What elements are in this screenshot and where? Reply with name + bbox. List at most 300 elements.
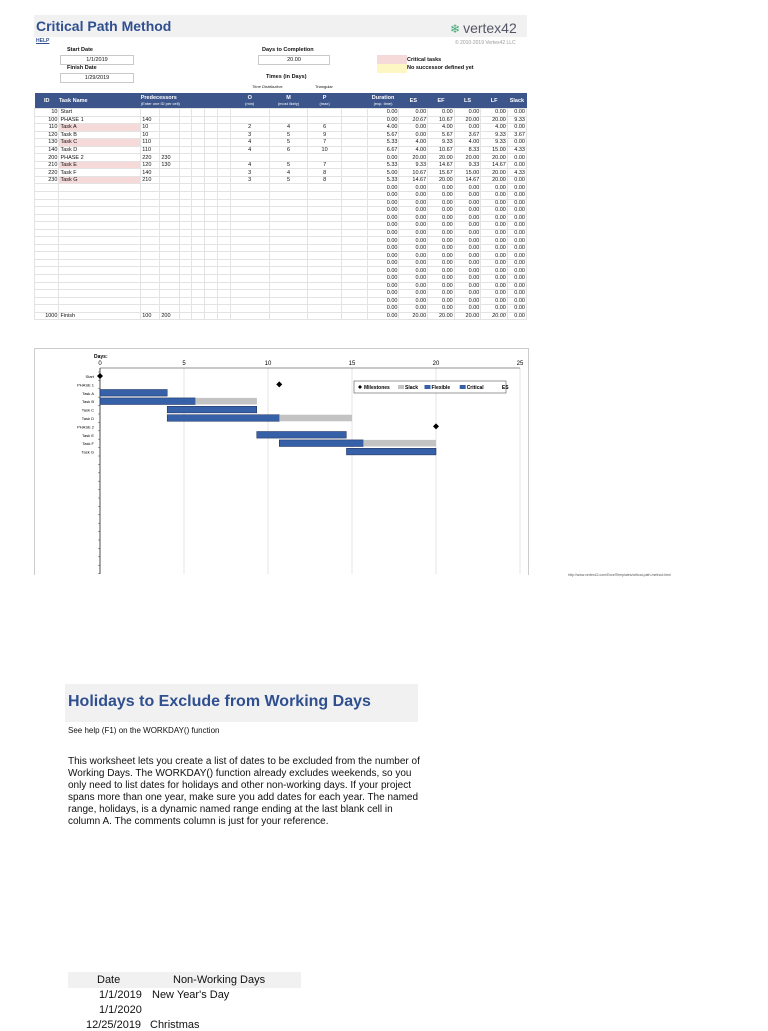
cell-name[interactable] [59, 192, 141, 200]
cell-p[interactable] [308, 229, 342, 237]
cell-x2[interactable] [192, 192, 205, 200]
cell-x4[interactable] [217, 109, 230, 117]
cell-id[interactable]: 100 [35, 116, 59, 124]
cell-x2[interactable] [192, 222, 205, 230]
cell-p[interactable] [308, 192, 342, 200]
cell-x4[interactable] [217, 275, 230, 283]
cell-m[interactable] [269, 267, 307, 275]
cell-o[interactable] [230, 192, 269, 200]
cell-p[interactable]: 8 [308, 169, 342, 177]
cell-x1[interactable] [179, 207, 192, 215]
cell-x2[interactable] [192, 124, 205, 132]
cell-p[interactable]: 9 [308, 131, 342, 139]
cell-p2[interactable] [160, 124, 179, 132]
cell-name[interactable] [59, 244, 141, 252]
cell-p[interactable] [308, 297, 342, 305]
cell-id[interactable]: 200 [35, 154, 59, 162]
cell-x1[interactable] [179, 192, 192, 200]
cell-p1[interactable] [141, 259, 160, 267]
cell-x1[interactable] [179, 244, 192, 252]
cell-id[interactable] [35, 214, 59, 222]
cell-x1[interactable] [179, 290, 192, 298]
cell-p[interactable] [308, 207, 342, 215]
cell-id[interactable]: 120 [35, 131, 59, 139]
cell-x1[interactable] [179, 312, 192, 320]
cell-p1[interactable] [141, 229, 160, 237]
cell-x1[interactable] [179, 184, 192, 192]
cell-p1[interactable]: 120 [141, 161, 160, 169]
cell-p[interactable] [308, 290, 342, 298]
cell-name[interactable] [59, 282, 141, 290]
cell-p[interactable] [308, 222, 342, 230]
cell-p2[interactable] [160, 267, 179, 275]
cell-p2[interactable] [160, 252, 179, 260]
cell-o[interactable] [230, 252, 269, 260]
cell-x2[interactable] [192, 146, 205, 154]
cell-p1[interactable] [141, 184, 160, 192]
holiday-comment[interactable]: Christmas [150, 1019, 200, 1031]
cell-x2[interactable] [192, 161, 205, 169]
cell-x1[interactable] [179, 199, 192, 207]
cell-id[interactable]: 220 [35, 169, 59, 177]
cell-x1[interactable] [179, 214, 192, 222]
cell-x2[interactable] [192, 109, 205, 117]
cell-p2[interactable] [160, 290, 179, 298]
cell-x3[interactable] [205, 229, 218, 237]
cell-x4[interactable] [217, 146, 230, 154]
cell-m[interactable] [269, 192, 307, 200]
cell-p1[interactable]: 100 [141, 312, 160, 320]
cell-p1[interactable] [141, 252, 160, 260]
cell-o[interactable]: 2 [230, 124, 269, 132]
cell-name[interactable]: Task D [59, 146, 141, 154]
cell-p1[interactable] [141, 109, 160, 117]
cell-m[interactable] [269, 214, 307, 222]
cell-p[interactable] [308, 237, 342, 245]
cell-p1[interactable]: 110 [141, 146, 160, 154]
cell-p1[interactable]: 210 [141, 176, 160, 184]
cell-x4[interactable] [217, 139, 230, 147]
cell-x4[interactable] [217, 192, 230, 200]
cell-o[interactable] [230, 297, 269, 305]
cell-gap[interactable] [342, 207, 368, 215]
cell-m[interactable]: 4 [269, 169, 307, 177]
cell-x2[interactable] [192, 305, 205, 313]
cell-x4[interactable] [217, 154, 230, 162]
cell-id[interactable] [35, 290, 59, 298]
cell-x2[interactable] [192, 244, 205, 252]
cell-m[interactable] [269, 312, 307, 320]
cell-p2[interactable] [160, 207, 179, 215]
cell-x1[interactable] [179, 237, 192, 245]
cell-p[interactable]: 7 [308, 139, 342, 147]
cell-x1[interactable] [179, 259, 192, 267]
cell-name[interactable]: Task F [59, 169, 141, 177]
cell-x3[interactable] [205, 169, 218, 177]
cell-p2[interactable] [160, 184, 179, 192]
cell-x1[interactable] [179, 146, 192, 154]
cell-name[interactable] [59, 214, 141, 222]
cell-p2[interactable] [160, 305, 179, 313]
cell-o[interactable] [230, 229, 269, 237]
cell-p[interactable] [308, 259, 342, 267]
cell-p1[interactable]: 10 [141, 124, 160, 132]
cell-p2[interactable] [160, 146, 179, 154]
cell-x1[interactable] [179, 305, 192, 313]
cell-x3[interactable] [205, 290, 218, 298]
cell-x4[interactable] [217, 184, 230, 192]
cell-p2[interactable]: 200 [160, 312, 179, 320]
cell-name[interactable] [59, 207, 141, 215]
cell-m[interactable] [269, 252, 307, 260]
cell-m[interactable] [269, 237, 307, 245]
cell-p1[interactable] [141, 214, 160, 222]
cell-p[interactable] [308, 275, 342, 283]
cell-x4[interactable] [217, 207, 230, 215]
cell-x1[interactable] [179, 275, 192, 283]
cell-m[interactable]: 5 [269, 131, 307, 139]
cell-x4[interactable] [217, 161, 230, 169]
cell-name[interactable] [59, 275, 141, 283]
cell-x4[interactable] [217, 259, 230, 267]
cell-id[interactable]: 130 [35, 139, 59, 147]
cell-gap[interactable] [342, 259, 368, 267]
cell-x1[interactable] [179, 154, 192, 162]
cell-m[interactable] [269, 207, 307, 215]
cell-m[interactable] [269, 199, 307, 207]
cell-x2[interactable] [192, 267, 205, 275]
cell-p1[interactable] [141, 207, 160, 215]
cell-x3[interactable] [205, 192, 218, 200]
cell-x4[interactable] [217, 214, 230, 222]
cell-p1[interactable]: 140 [141, 169, 160, 177]
cell-m[interactable]: 5 [269, 176, 307, 184]
cell-x1[interactable] [179, 116, 192, 124]
cell-name[interactable]: PHASE 1 [59, 116, 141, 124]
cell-x4[interactable] [217, 199, 230, 207]
cell-p1[interactable] [141, 199, 160, 207]
cell-x2[interactable] [192, 154, 205, 162]
cell-p2[interactable] [160, 237, 179, 245]
cell-x1[interactable] [179, 161, 192, 169]
cell-x2[interactable] [192, 176, 205, 184]
cell-x1[interactable] [179, 252, 192, 260]
cell-x3[interactable] [205, 312, 218, 320]
cell-p1[interactable] [141, 282, 160, 290]
cell-m[interactable]: 4 [269, 124, 307, 132]
cell-p1[interactable] [141, 305, 160, 313]
cell-x1[interactable] [179, 131, 192, 139]
cell-x3[interactable] [205, 297, 218, 305]
help-link[interactable]: HELP [36, 38, 50, 44]
cell-id[interactable] [35, 207, 59, 215]
cell-x3[interactable] [205, 109, 218, 117]
cell-id[interactable] [35, 229, 59, 237]
cell-x3[interactable] [205, 124, 218, 132]
cell-name[interactable] [59, 252, 141, 260]
cell-name[interactable] [59, 305, 141, 313]
cell-name[interactable] [59, 290, 141, 298]
cell-x1[interactable] [179, 267, 192, 275]
cell-gap[interactable] [342, 229, 368, 237]
cell-x2[interactable] [192, 290, 205, 298]
cell-x3[interactable] [205, 244, 218, 252]
cell-id[interactable] [35, 199, 59, 207]
cell-x4[interactable] [217, 252, 230, 260]
cell-o[interactable] [230, 237, 269, 245]
cell-o[interactable] [230, 312, 269, 320]
cell-p2[interactable] [160, 199, 179, 207]
cell-o[interactable] [230, 290, 269, 298]
cell-p[interactable] [308, 154, 342, 162]
cell-x4[interactable] [217, 222, 230, 230]
cell-id[interactable]: 140 [35, 146, 59, 154]
cell-gap[interactable] [342, 222, 368, 230]
cell-p2[interactable] [160, 229, 179, 237]
cell-p1[interactable] [141, 290, 160, 298]
cell-x3[interactable] [205, 222, 218, 230]
cell-x3[interactable] [205, 139, 218, 147]
cell-o[interactable] [230, 222, 269, 230]
cell-gap[interactable] [342, 275, 368, 283]
cell-p2[interactable]: 230 [160, 154, 179, 162]
cell-gap[interactable] [342, 282, 368, 290]
cell-p1[interactable] [141, 297, 160, 305]
cell-o[interactable] [230, 199, 269, 207]
cell-x2[interactable] [192, 131, 205, 139]
cell-x3[interactable] [205, 305, 218, 313]
cell-name[interactable]: Finish [59, 312, 141, 320]
cell-gap[interactable] [342, 290, 368, 298]
cell-x2[interactable] [192, 184, 205, 192]
cell-name[interactable] [59, 184, 141, 192]
cell-name[interactable]: Task A [59, 124, 141, 132]
cell-name[interactable] [59, 222, 141, 230]
cell-p2[interactable] [160, 282, 179, 290]
cell-gap[interactable] [342, 192, 368, 200]
cell-name[interactable] [59, 229, 141, 237]
cell-o[interactable]: 4 [230, 146, 269, 154]
cell-p1[interactable] [141, 222, 160, 230]
cell-x4[interactable] [217, 267, 230, 275]
cell-m[interactable] [269, 259, 307, 267]
cell-x2[interactable] [192, 229, 205, 237]
cell-p[interactable]: 10 [308, 146, 342, 154]
cell-x2[interactable] [192, 282, 205, 290]
cell-name[interactable] [59, 267, 141, 275]
cell-x3[interactable] [205, 267, 218, 275]
cell-x2[interactable] [192, 207, 205, 215]
cell-m[interactable] [269, 116, 307, 124]
cell-o[interactable] [230, 116, 269, 124]
cell-p[interactable] [308, 199, 342, 207]
cell-o[interactable] [230, 154, 269, 162]
cell-x2[interactable] [192, 252, 205, 260]
cell-p[interactable]: 7 [308, 161, 342, 169]
cell-x1[interactable] [179, 297, 192, 305]
cell-p[interactable]: 8 [308, 176, 342, 184]
cell-o[interactable]: 3 [230, 169, 269, 177]
cell-name[interactable] [59, 237, 141, 245]
cell-name[interactable]: PHASE 2 [59, 154, 141, 162]
cell-gap[interactable] [342, 252, 368, 260]
cell-id[interactable] [35, 252, 59, 260]
cell-gap[interactable] [342, 305, 368, 313]
cell-x4[interactable] [217, 131, 230, 139]
cell-name[interactable] [59, 199, 141, 207]
cell-name[interactable]: Start [59, 109, 141, 117]
cell-m[interactable] [269, 229, 307, 237]
cell-id[interactable]: 1000 [35, 312, 59, 320]
cell-o[interactable]: 3 [230, 176, 269, 184]
cell-x4[interactable] [217, 244, 230, 252]
cell-p2[interactable] [160, 297, 179, 305]
cell-p[interactable] [308, 214, 342, 222]
cell-x1[interactable] [179, 169, 192, 177]
cell-id[interactable] [35, 184, 59, 192]
cell-x4[interactable] [217, 124, 230, 132]
cell-o[interactable] [230, 259, 269, 267]
cell-id[interactable]: 210 [35, 161, 59, 169]
cell-m[interactable] [269, 282, 307, 290]
cell-p2[interactable] [160, 244, 179, 252]
cell-id[interactable] [35, 305, 59, 313]
cell-p[interactable] [308, 184, 342, 192]
cell-name[interactable] [59, 297, 141, 305]
cell-x3[interactable] [205, 131, 218, 139]
cell-p1[interactable] [141, 192, 160, 200]
cell-x3[interactable] [205, 275, 218, 283]
cell-x3[interactable] [205, 161, 218, 169]
cell-o[interactable]: 3 [230, 131, 269, 139]
cell-o[interactable]: 4 [230, 161, 269, 169]
cell-id[interactable]: 10 [35, 109, 59, 117]
cell-x3[interactable] [205, 146, 218, 154]
holiday-date[interactable]: 12/25/2019 [86, 1019, 142, 1031]
cell-p1[interactable] [141, 244, 160, 252]
cell-p2[interactable] [160, 192, 179, 200]
cell-x4[interactable] [217, 176, 230, 184]
holiday-comment[interactable]: New Year's Day [152, 989, 230, 1001]
cell-x3[interactable] [205, 207, 218, 215]
cell-m[interactable] [269, 154, 307, 162]
cell-p2[interactable] [160, 169, 179, 177]
cell-p2[interactable] [160, 139, 179, 147]
cell-id[interactable] [35, 259, 59, 267]
cell-name[interactable]: Task E [59, 161, 141, 169]
cell-m[interactable] [269, 244, 307, 252]
cell-id[interactable] [35, 275, 59, 283]
cell-o[interactable] [230, 207, 269, 215]
cell-x4[interactable] [217, 229, 230, 237]
cell-p2[interactable] [160, 116, 179, 124]
cell-x1[interactable] [179, 222, 192, 230]
cell-x4[interactable] [217, 305, 230, 313]
cell-x3[interactable] [205, 116, 218, 124]
cell-p2[interactable]: 130 [160, 161, 179, 169]
cell-id[interactable] [35, 192, 59, 200]
cell-name[interactable] [59, 259, 141, 267]
cell-x1[interactable] [179, 109, 192, 117]
cell-o[interactable] [230, 267, 269, 275]
cell-name[interactable]: Task B [59, 131, 141, 139]
distribution-value[interactable]: Triangular [315, 84, 333, 89]
cell-gap[interactable] [342, 184, 368, 192]
cell-x2[interactable] [192, 237, 205, 245]
cell-o[interactable] [230, 109, 269, 117]
cell-name[interactable]: Task C [59, 139, 141, 147]
start-date-field[interactable]: 1/1/2019 [60, 55, 134, 65]
cell-p1[interactable] [141, 275, 160, 283]
cell-x1[interactable] [179, 282, 192, 290]
cell-p[interactable] [308, 109, 342, 117]
cell-p[interactable] [308, 282, 342, 290]
cell-p2[interactable] [160, 259, 179, 267]
cell-x3[interactable] [205, 184, 218, 192]
cell-x1[interactable] [179, 176, 192, 184]
cell-m[interactable] [269, 275, 307, 283]
cell-x2[interactable] [192, 169, 205, 177]
cell-x3[interactable] [205, 199, 218, 207]
cell-id[interactable] [35, 282, 59, 290]
cell-x2[interactable] [192, 116, 205, 124]
cell-x4[interactable] [217, 169, 230, 177]
cell-p2[interactable] [160, 222, 179, 230]
cell-x2[interactable] [192, 275, 205, 283]
cell-x2[interactable] [192, 297, 205, 305]
cell-x3[interactable] [205, 176, 218, 184]
cell-id[interactable]: 110 [35, 124, 59, 132]
cell-p1[interactable]: 140 [141, 116, 160, 124]
cell-x2[interactable] [192, 312, 205, 320]
cell-o[interactable] [230, 275, 269, 283]
cell-p[interactable] [308, 116, 342, 124]
cell-o[interactable] [230, 214, 269, 222]
cell-m[interactable]: 5 [269, 139, 307, 147]
cell-x1[interactable] [179, 229, 192, 237]
cell-p2[interactable] [160, 131, 179, 139]
cell-x3[interactable] [205, 259, 218, 267]
cell-gap[interactable] [342, 214, 368, 222]
cell-p2[interactable] [160, 109, 179, 117]
cell-x4[interactable] [217, 116, 230, 124]
cell-p1[interactable] [141, 237, 160, 245]
cell-p1[interactable] [141, 267, 160, 275]
cell-x3[interactable] [205, 214, 218, 222]
cell-x4[interactable] [217, 237, 230, 245]
cell-x3[interactable] [205, 237, 218, 245]
cell-o[interactable] [230, 305, 269, 313]
cell-x2[interactable] [192, 199, 205, 207]
cell-gap[interactable] [342, 244, 368, 252]
cell-o[interactable]: 4 [230, 139, 269, 147]
cell-x3[interactable] [205, 252, 218, 260]
cell-x2[interactable] [192, 139, 205, 147]
cell-gap[interactable] [342, 237, 368, 245]
cell-x4[interactable] [217, 290, 230, 298]
cell-x4[interactable] [217, 312, 230, 320]
cell-x4[interactable] [217, 297, 230, 305]
cell-p1[interactable]: 10 [141, 131, 160, 139]
cell-p1[interactable]: 110 [141, 139, 160, 147]
template-url[interactable]: http://www.vertex42.com/ExcelTemplates/critical-path-method.html [568, 573, 671, 577]
cell-id[interactable] [35, 297, 59, 305]
cell-p2[interactable] [160, 176, 179, 184]
cell-id[interactable] [35, 267, 59, 275]
cell-m[interactable] [269, 305, 307, 313]
cell-p[interactable] [308, 252, 342, 260]
cell-p2[interactable] [160, 275, 179, 283]
